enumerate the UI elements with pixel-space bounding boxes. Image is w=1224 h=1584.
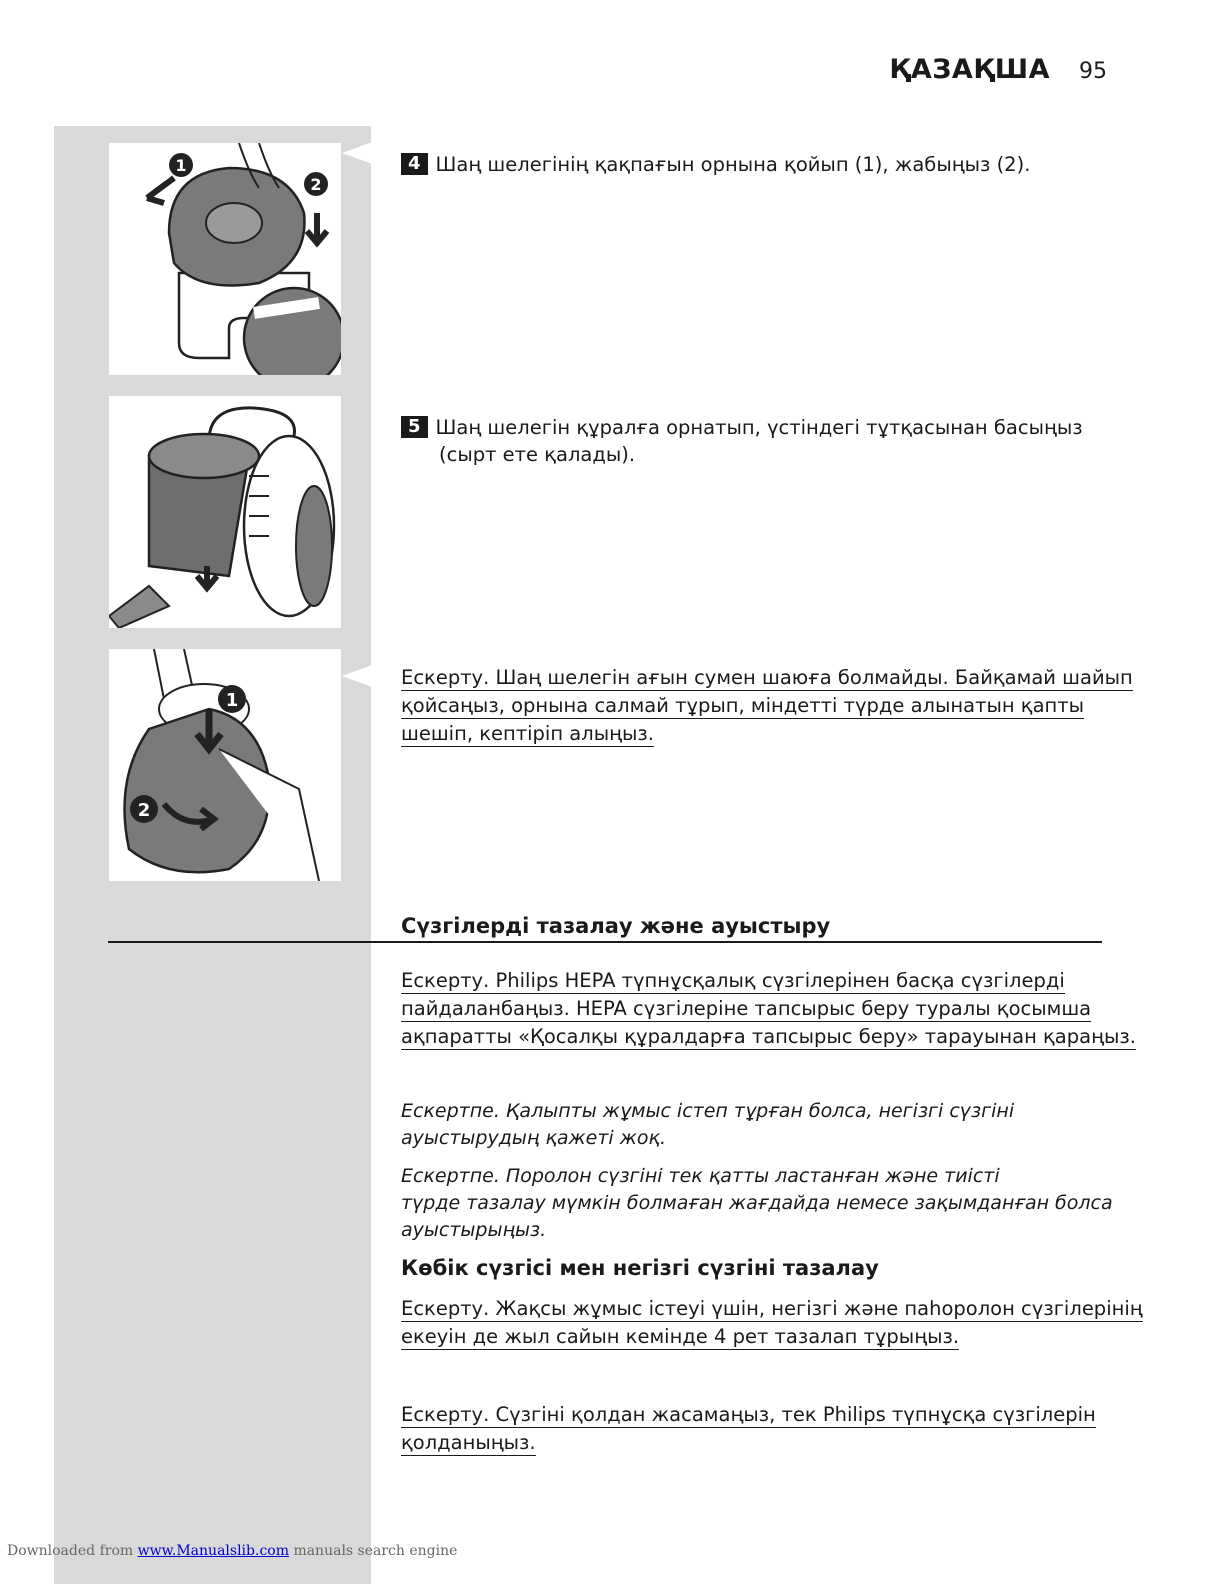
svg-text:1: 1 xyxy=(175,156,187,175)
step-4: 4 Шаң шелегінің қақпағын орнына қойып (1), жабыңыз (2). xyxy=(401,151,1101,178)
arrow-icon xyxy=(147,178,174,203)
page-number: 95 xyxy=(1079,59,1107,84)
arrow-down-icon xyxy=(307,213,327,243)
step-number: 5 xyxy=(401,416,428,438)
section-divider xyxy=(108,941,1102,943)
bin-insertion-illustration xyxy=(109,396,341,628)
bag-removal-illustration xyxy=(109,649,341,881)
manualslib-link[interactable]: www.Manualslib.com xyxy=(137,1543,289,1559)
note-foam-filter: Ескертпе. Поролон сүзгіні тек қатты ластанған және тиісті түрде тазалау мүмкін болмаған жағдайда немесе зақымданған болса ауыстырыңыз. xyxy=(401,1165,1113,1241)
step-badge xyxy=(218,685,246,713)
step-badge xyxy=(130,795,158,823)
svg-text:2: 2 xyxy=(310,175,322,194)
section-heading: Сүзгілерді тазалау және ауыстыру xyxy=(401,914,831,938)
step-badge xyxy=(304,172,328,196)
figure-bin-insertion xyxy=(109,396,341,628)
step-number: 4 xyxy=(401,153,428,175)
figure-bag-removal xyxy=(109,649,341,881)
warning-cleaning-frequency: Ескерту. Жақсы жұмыс істеуі үшін, негізгі және паһоролон сүзгілерінің екеуін де жыл сайын кемінде 4 рет тазалап тұрыңыз. xyxy=(401,1297,1143,1348)
warning-rinse-bin: Ескерту. Шаң шелегін ағын сумен шаюға болмайды. Байқамай шайып қойсаңыз, орнына салмай тұрып, міндетті түрде алынатын қапты шешіп, кептіріп алыңыз. xyxy=(401,666,1133,745)
lid-placement-illustration xyxy=(109,143,341,375)
warning-hepa-filters: Ескерту. Philips HEPA түпнұсқалық сүзгілерінен басқа сүзгілерді пайдаланбаңыз. HEPA сүзгілеріне тапсырыс беру туралы қосымша ақпаратты «Қосалқы құралдарға тапсырыс беру» тарауынан қараңыз. xyxy=(401,969,1136,1048)
figure-pointer xyxy=(342,142,372,164)
bag-holder xyxy=(125,709,270,872)
figure-lid-placement xyxy=(109,143,341,375)
footer: Downloaded from www.Manualslib.com manuals search engine xyxy=(7,1543,458,1559)
figure-pointer xyxy=(342,665,372,687)
note-main-filter: Ескертпе. Қалыпты жұмыс істеп тұрған болса, негізгі сүзгіні ауыстырудың қажеті жоқ. xyxy=(401,1100,1015,1149)
section-heading: Көбік сүзгісі мен негізгі сүзгіні тазалау xyxy=(401,1256,879,1280)
step-5: 5 Шаң шелегін құралға орнатып, үстіндегі тұтқасынан басыңыз (сырт ете қалады). xyxy=(401,414,1101,468)
step-badge xyxy=(169,153,193,177)
language-header: ҚАЗАҚША xyxy=(889,54,1050,85)
svg-text:1: 1 xyxy=(225,690,239,711)
warning-original-filters: Ескерту. Сүзгіні қолдан жасамаңыз, тек Philips түпнұсқа сүзгілерін қолданыңыз. xyxy=(401,1403,1096,1454)
svg-text:2: 2 xyxy=(137,800,151,821)
